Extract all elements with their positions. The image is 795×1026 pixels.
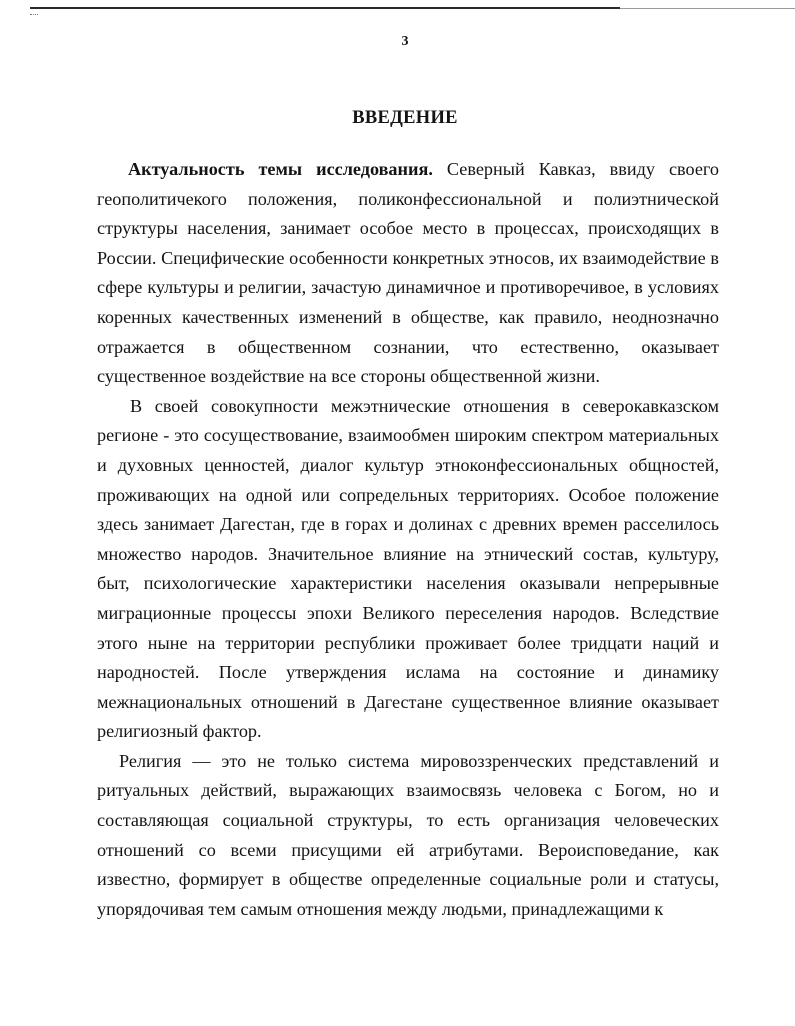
document-body [97,155,719,924]
paragraph-relevance [97,155,719,392]
page-number: 3 [401,34,409,49]
scan-edge-line-faint [620,8,795,9]
scan-edge-line [30,7,620,9]
paragraph-text: Религия — это не только система мировоззренческих представлений и ритуальных действий, выражающих взаимосвязь человека с Богом, но и составляющая социальной структуры, то есть организация человеческих отношений со всеми присущими ей атрибутами. Вероисповедание, как известно, формирует в обществе определенные социальные роли и статусы, упорядочивая тем самым отношения между людьми, принадлежащими к [97,750,719,919]
page-title: ВВЕДЕНИЕ [352,108,458,128]
paragraph-religion [97,747,719,925]
paragraph-interethnic-relations [97,392,719,747]
paragraph-text: В своей совокупности межэтнические отношения в северокавказском регионе - это сосуществование, взаимообмен широким спектром материальных и духовных ценностей, диалог культур этноконфессиональных общностей, проживающих на одной или сопредельных территориях. Особое положение здесь занимает Дагестан, где в горах и долинах с древних времен расселилось множество народов. Значительное влияние на этнический состав, культуру, быт, психологические характеристики населения оказывали непрерывные миграционные процессы эпохи Великого переселения народов. Вследствие этого ныне на территории республики проживает более тридцати наций и народностей. После утверждения ислама на состояние и динамику межнациональных отношений в Дагестане существенное влияние оказывает религиозный фактор. [97,395,719,742]
paragraph-lead: Актуальность темы исследования. [128,159,433,179]
paragraph-text: Северный Кавказ, ввиду своего геополитичекого положения, поликонфессиональной и полиэтнической структуры населения, занимает особое место в процессах, происходящих в России. Специфические особенности конкретных этносов, их взаимодействие в сфере культуры и религии, зачастую динамичное и противоречивое, в условиях коренных качественных изменений в обществе, как правило, неоднозначно отражается в общественном сознании, что естественно, оказывает существенное воздействие на все стороны общественной жизни. [97,159,719,387]
scan-artifact-mark [30,14,38,20]
